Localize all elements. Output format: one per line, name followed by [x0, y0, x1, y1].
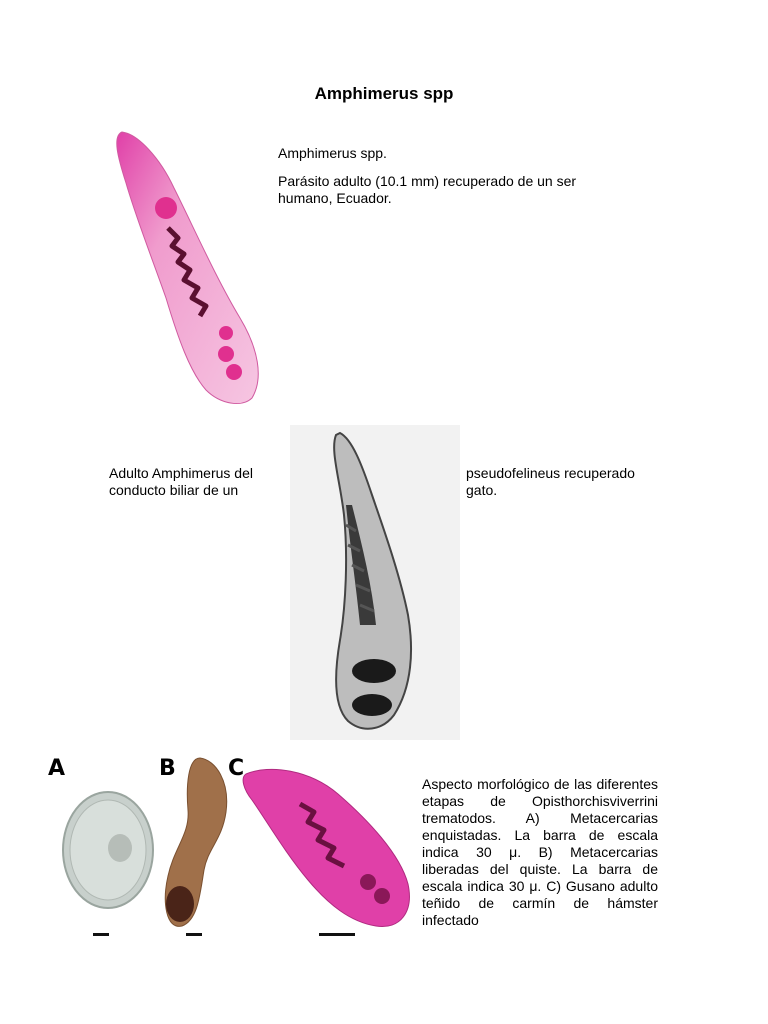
figure2-caption-right: pseudofelineus recuperado gato.: [466, 465, 635, 498]
scale-bar-b: [186, 933, 202, 936]
figure1-caption-description: Parásito adulto (10.1 mm) recuperado de un ser humano, Ecuador.: [278, 173, 577, 206]
larva-image: [160, 752, 235, 932]
page-title: Amphimerus spp: [314, 84, 454, 103]
grayscale-worm-image: [290, 425, 460, 740]
scale-bar-a: [93, 933, 109, 936]
panel-label-c: C: [228, 756, 245, 781]
figure3-caption: Aspecto morfológico de las diferentes etapas de Opisthorchisviverrini trematodos. A) Metacercarias enquistadas. La barra de escala indica 30 μ. B) Metacercarias liberadas del quiste. La barra de escala indica 30 μ. C) Gusano adulto teñido de carmín de hámster infectado: [422, 776, 658, 928]
scale-bar-c: [319, 933, 355, 936]
stained-worm-image: [108, 128, 268, 408]
cyst-image: [60, 790, 156, 910]
figure2-caption-left: Adulto Amphimerus del conducto biliar de un: [109, 465, 253, 498]
panel-label-b: B: [159, 756, 176, 781]
carmine-worm-image: [240, 764, 415, 934]
figure1-caption-name: Amphimerus spp.: [278, 145, 387, 161]
panel-label-a: A: [48, 756, 66, 781]
